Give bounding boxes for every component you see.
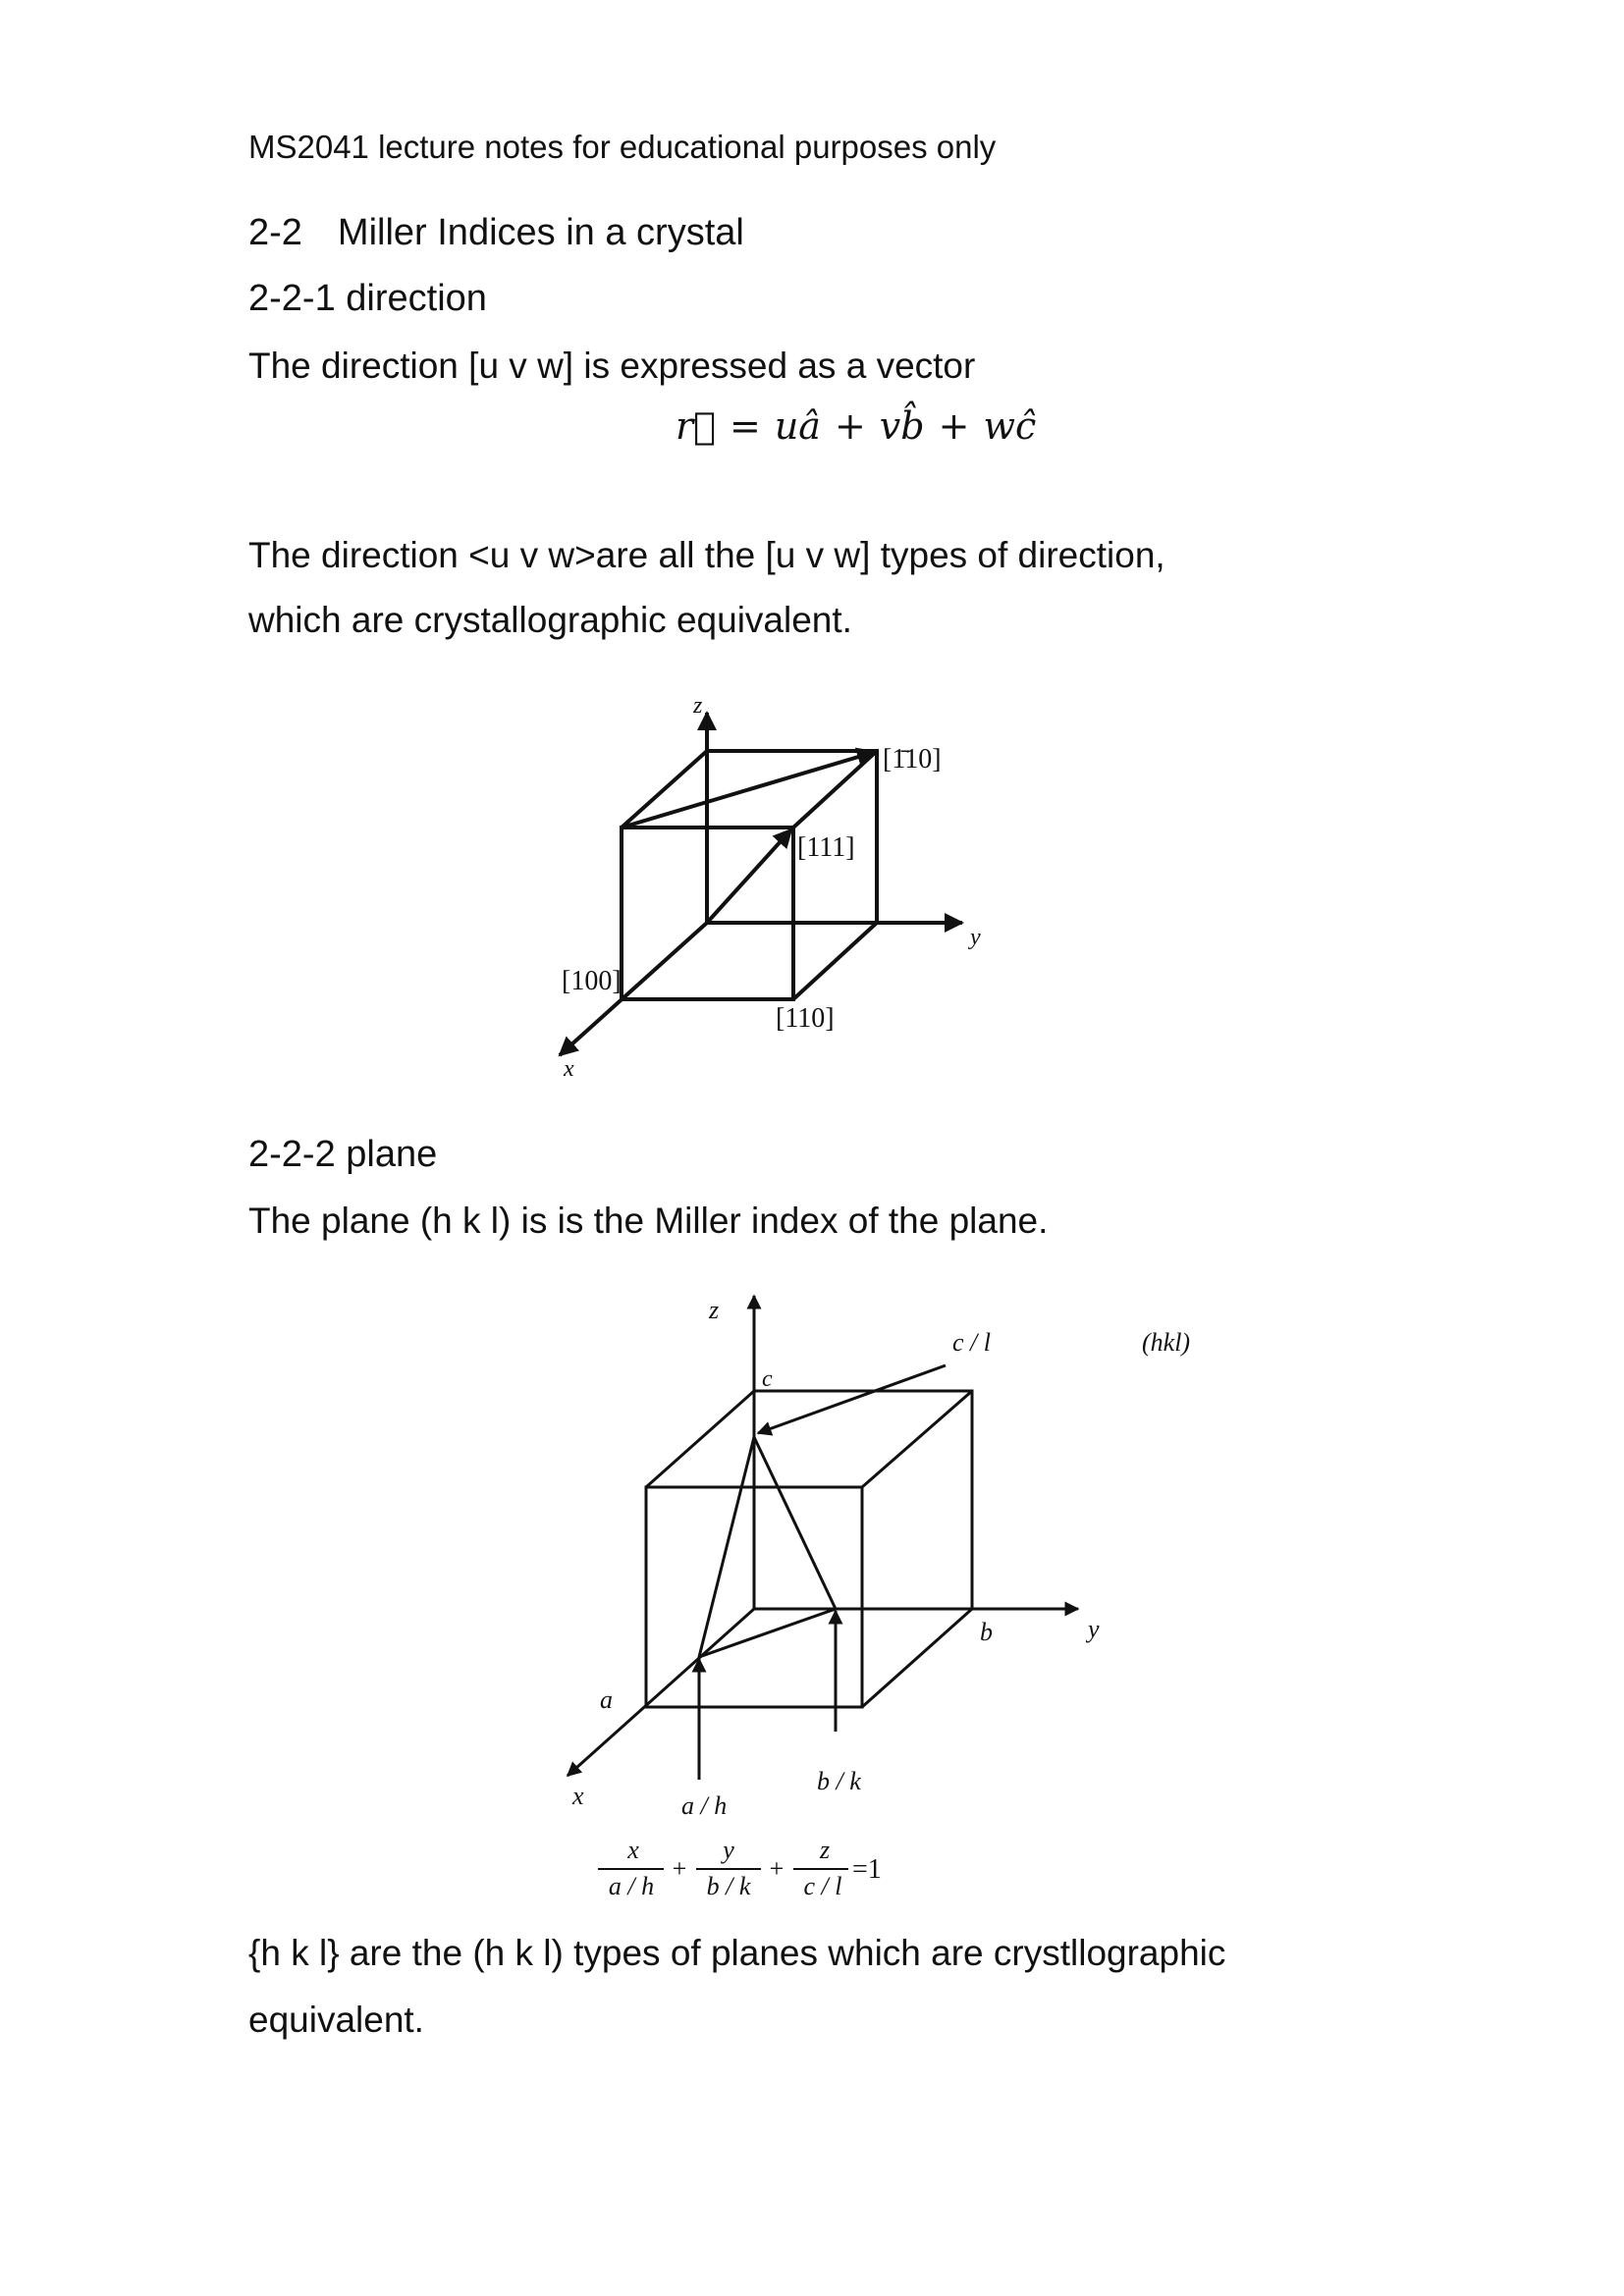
eq-equals: =	[729, 404, 761, 448]
axis-x-label: x	[564, 1056, 574, 1082]
plane-equation	[598, 1836, 882, 1900]
plane-intro: The plane (h k l) is is the Miller index of the plane.	[248, 1201, 1049, 1241]
eq-term-u: uâ	[774, 404, 821, 448]
eq-plus: +	[672, 1854, 687, 1883]
plane-triangle	[699, 1437, 836, 1657]
eq-plus: +	[769, 1854, 785, 1883]
b-over-k-label: b / k	[817, 1767, 861, 1795]
axis-z-label: z	[693, 693, 703, 719]
label-100: [100]	[562, 966, 622, 996]
eq-plus: +	[834, 404, 866, 448]
direction-para-line2: which are crystallographic equivalent.	[248, 600, 852, 640]
plane-cube-figure	[568, 1296, 1078, 1780]
c-over-l-label: c / l	[952, 1328, 991, 1357]
vector-111	[707, 829, 791, 923]
eq-denominator-b-k: b / k	[706, 1872, 751, 1900]
label-111: [111]	[797, 832, 855, 863]
eq-rhs: =1	[852, 1854, 882, 1885]
x-axis	[568, 1609, 754, 1776]
direction-intro: The direction [u v w] is expressed as a vector	[248, 346, 976, 386]
eq-term-v: vb̂	[879, 404, 925, 448]
eq-denominator-a-h: a / h	[608, 1872, 655, 1900]
eq-term-w: wĉ	[983, 404, 1037, 448]
arrow-c-l	[758, 1365, 946, 1433]
hkl-label: (hkl)	[1142, 1328, 1191, 1357]
eq-numerator-x: x	[627, 1836, 639, 1864]
section-title: Miller Indices in a crystal	[337, 212, 744, 253]
cube-edges	[646, 1391, 972, 1707]
label-110: [110]	[776, 1003, 835, 1034]
eq-plus: +	[938, 404, 970, 448]
a-over-h-label: a / h	[681, 1791, 728, 1820]
plane-para-line2: equivalent.	[248, 2000, 424, 2040]
intercept-b-label: b	[980, 1618, 993, 1646]
label-m110: [1̄10]	[883, 744, 942, 774]
direction-para-line1: The direction <u v w>are all the [u v w] types of direction,	[248, 535, 1165, 575]
eq-lhs: r⃗	[676, 404, 716, 448]
axis-y-label: y	[1088, 1615, 1100, 1643]
section-number: 2-2	[248, 212, 302, 253]
eq-denominator-c-l: c / l	[803, 1872, 842, 1900]
intercept-a-label: a	[600, 1685, 613, 1714]
axis-y-label: y	[970, 925, 981, 950]
plane-para-line1: {h k l} are the (h k l) types of planes which are crystllographic	[248, 1933, 1226, 1973]
axis-x-label: x	[572, 1782, 584, 1810]
axis-z-label: z	[709, 1296, 720, 1324]
subsection-direction-heading: 2-2-1 direction	[248, 278, 487, 319]
eq-numerator-z: z	[819, 1836, 831, 1864]
intercept-c-label: c	[762, 1366, 773, 1392]
page-header: MS2041 lecture notes for educational purposes only	[248, 129, 997, 165]
subsection-plane-heading: 2-2-2 plane	[248, 1134, 438, 1175]
eq-numerator-y: y	[723, 1836, 734, 1864]
